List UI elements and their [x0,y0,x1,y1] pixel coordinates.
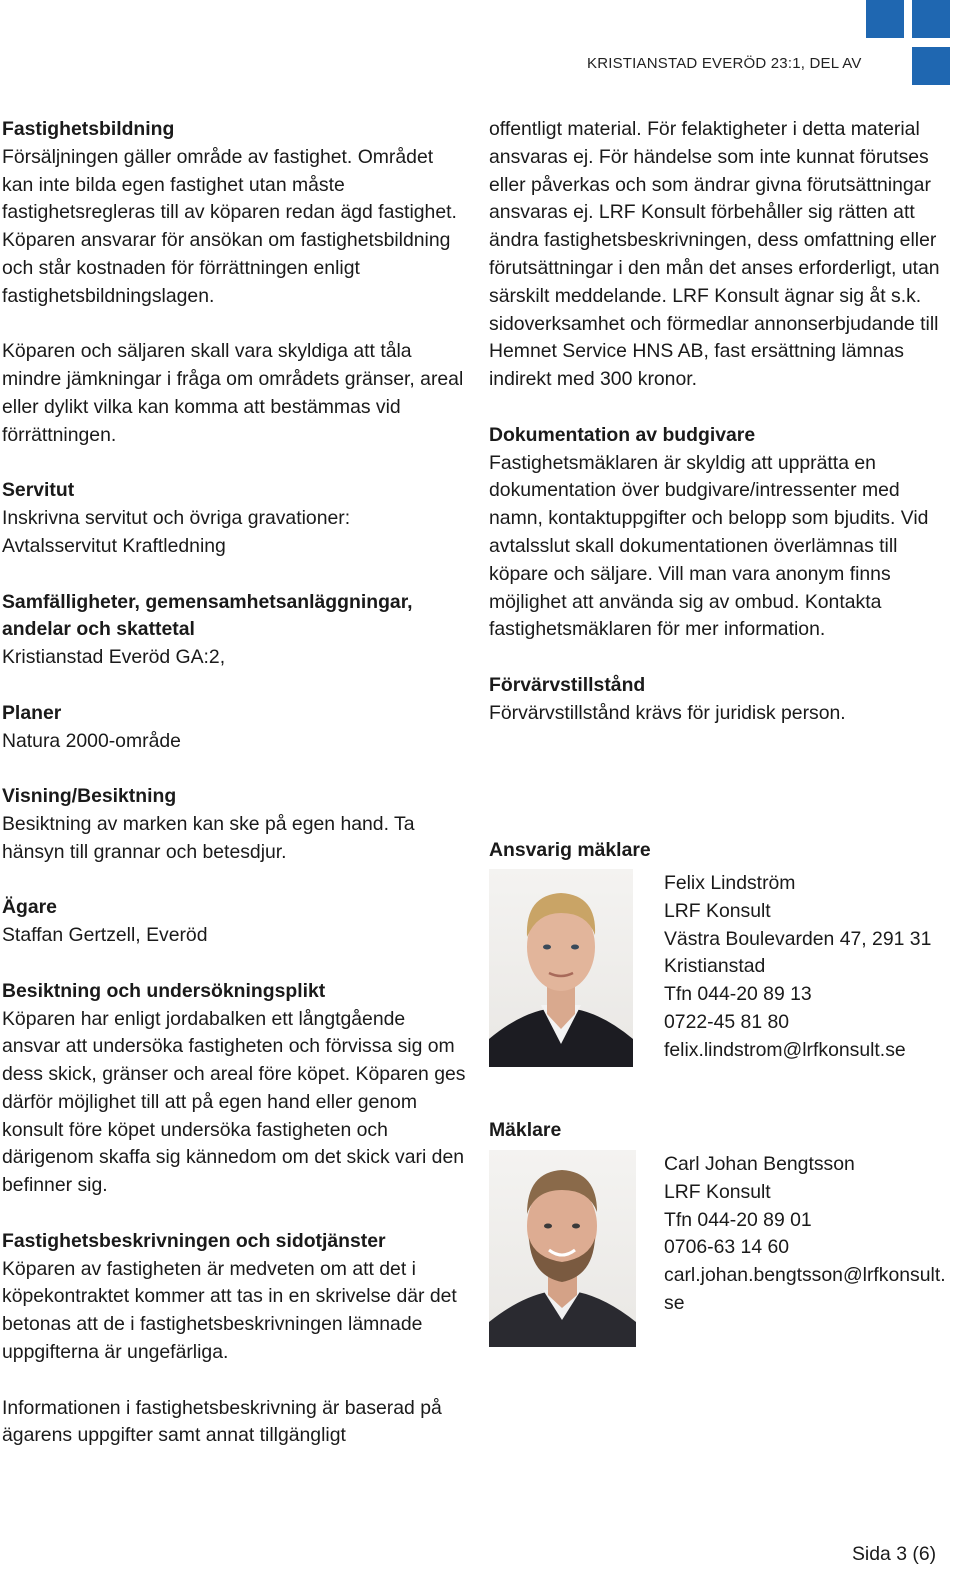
broker-mobile: 0706-63 14 60 [664,1236,790,1259]
left-column [2,116,467,1450]
broker-email[interactable]: carl.johan.bengtsson@lrfkonsult.se [664,1264,946,1314]
broker-name: Carl Johan Bengtsson [664,1153,855,1175]
document-header: KRISTIANSTAD EVERÖD 23:1, DEL AV [587,55,862,72]
page-number: Sida 3 (6) [852,1543,937,1565]
logo-square [866,0,904,38]
section-text: Köparen och säljaren skall vara skyldiga att tåla mindre jämkningar i fråga om områdets gränser, areal eller dylikt vilka kan komma att bestämmas vid förrättningen. [2,340,464,446]
section-text: Förvärvstillstånd krävs för juridisk person. [489,701,846,724]
section-heading: Ansvarig mäklare [489,839,651,861]
section-text: Köparen av fastigheten är medveten om att det i köpekontraktet kommer att tas in en skrivelse där det betonas att de i fastighetsbeskrivningen lämnade uppgifterna är ungefärliga. [2,1257,457,1364]
broker-company: LRF Konsult [664,1180,771,1203]
logo-square [912,0,950,38]
section-text: Försäljningen gäller område av fastighet. Området kan inte bilda egen fastighet utan måste fastighetsregleras till av köparen redan ägd fastighet. Köparen ansvarar för ansökan om fastighetsbildning och står kostnaden för förrättningen enligt fastighetsbildningslagen. [2,145,457,307]
section-heading: Fastighetsbeskrivningen och sidotjänster [2,1229,386,1252]
section-heading: Servitut [2,479,75,502]
person-portrait-icon [489,1150,636,1347]
broker-address: Västra Boulevarden 47, 291 31 Kristianstad [664,927,932,978]
broker-name: Felix Lindström [664,872,796,894]
section-text: Fastighetsmäklaren är skyldig att upprätta en dokumentation över budgivare/intressenter med namn, kontaktuppgifter och belopp som bjudits. Vid avtalsslut skall dokumentationen överlämnas till köpare och säljare. Vill man vara anonym finns möjlighet att använda sig av ombud. Kontakta fastighetsmäklaren för mer information. [489,451,929,641]
company-logo [0,0,960,90]
broker-phone: Tfn 044-20 89 13 [664,983,812,1006]
section-heading: Mäklare [489,1119,562,1141]
section-text: offentligt material. För felaktigheter i detta material ansvaras ej. För händelse som inte kunnat förutses eller påverkas och som ändrar givna förutsättningar ansvaras ej. LRF Konsult förbehåller sig rätten att ändra fastighetsbeskrivningen, dess omfattning eller förutsättningar i den mån det anses erforderligt, utan särskilt meddelande. LRF Konsult ägnar sig åt s.k. sidoverksamhet och förmedlar annonserbjudande till Hemnet Service HNS AB, fast ersättning lämnas indirekt med 300 kronor. [489,118,940,391]
broker-photo [489,869,633,1067]
section-text: Kristianstad Everöd GA:2, [2,646,226,669]
section-text: Inskrivna servitut och övriga gravationer: [2,507,351,530]
section-heading: Visning/Besiktning [2,785,177,808]
section-text: Besiktning av marken kan ske på egen hand. Ta hänsyn till grannar och betesdjur. [2,812,415,863]
broker-contact [664,1151,954,1318]
section-heading: Planer [2,701,62,724]
section-heading: Dokumentation av budgivare [489,423,756,446]
broker-company: LRF Konsult [664,899,771,922]
section-text: Köparen har enligt jordabalken ett långtgående ansvar att undersöka fastigheten och förvissa sig om dess skick, gränser och areal före köpet. Köparen ges därför möjlighet till att på egen hand eller genom konsult före köpet undersöka fastigheten och därigenom skaffa sig kännedom om det skick vari den befinner sig. [2,1007,466,1197]
broker-mobile: 0722-45 81 80 [664,1010,790,1033]
broker-phone: Tfn 044-20 89 01 [664,1208,812,1231]
section-text: Natura 2000-område [2,729,181,752]
logo-square [912,47,950,85]
right-column [489,116,954,728]
section-text: Informationen i fastighetsbeskrivning är baserad på ägarens uppgifter samt annat tillgängligt [2,1396,442,1447]
section-text: Staffan Gertzell, Everöd [2,924,208,947]
broker-contact [664,870,954,1065]
section-heading: Förvärvstillstånd [489,673,646,696]
broker-photo [489,1150,636,1347]
broker-email[interactable]: felix.lindstrom@lrfkonsult.se [664,1038,906,1061]
section-heading: Samfälligheter, gemensamhetsanläggningar, andelar och skattetal [2,590,413,641]
section-heading: Fastighetsbildning [2,118,175,140]
section-heading: Ägare [2,896,57,919]
section-text: Avtalsservitut Kraftledning [2,534,226,557]
section-heading: Besiktning och undersökningsplikt [2,979,326,1002]
person-portrait-icon [489,869,633,1067]
